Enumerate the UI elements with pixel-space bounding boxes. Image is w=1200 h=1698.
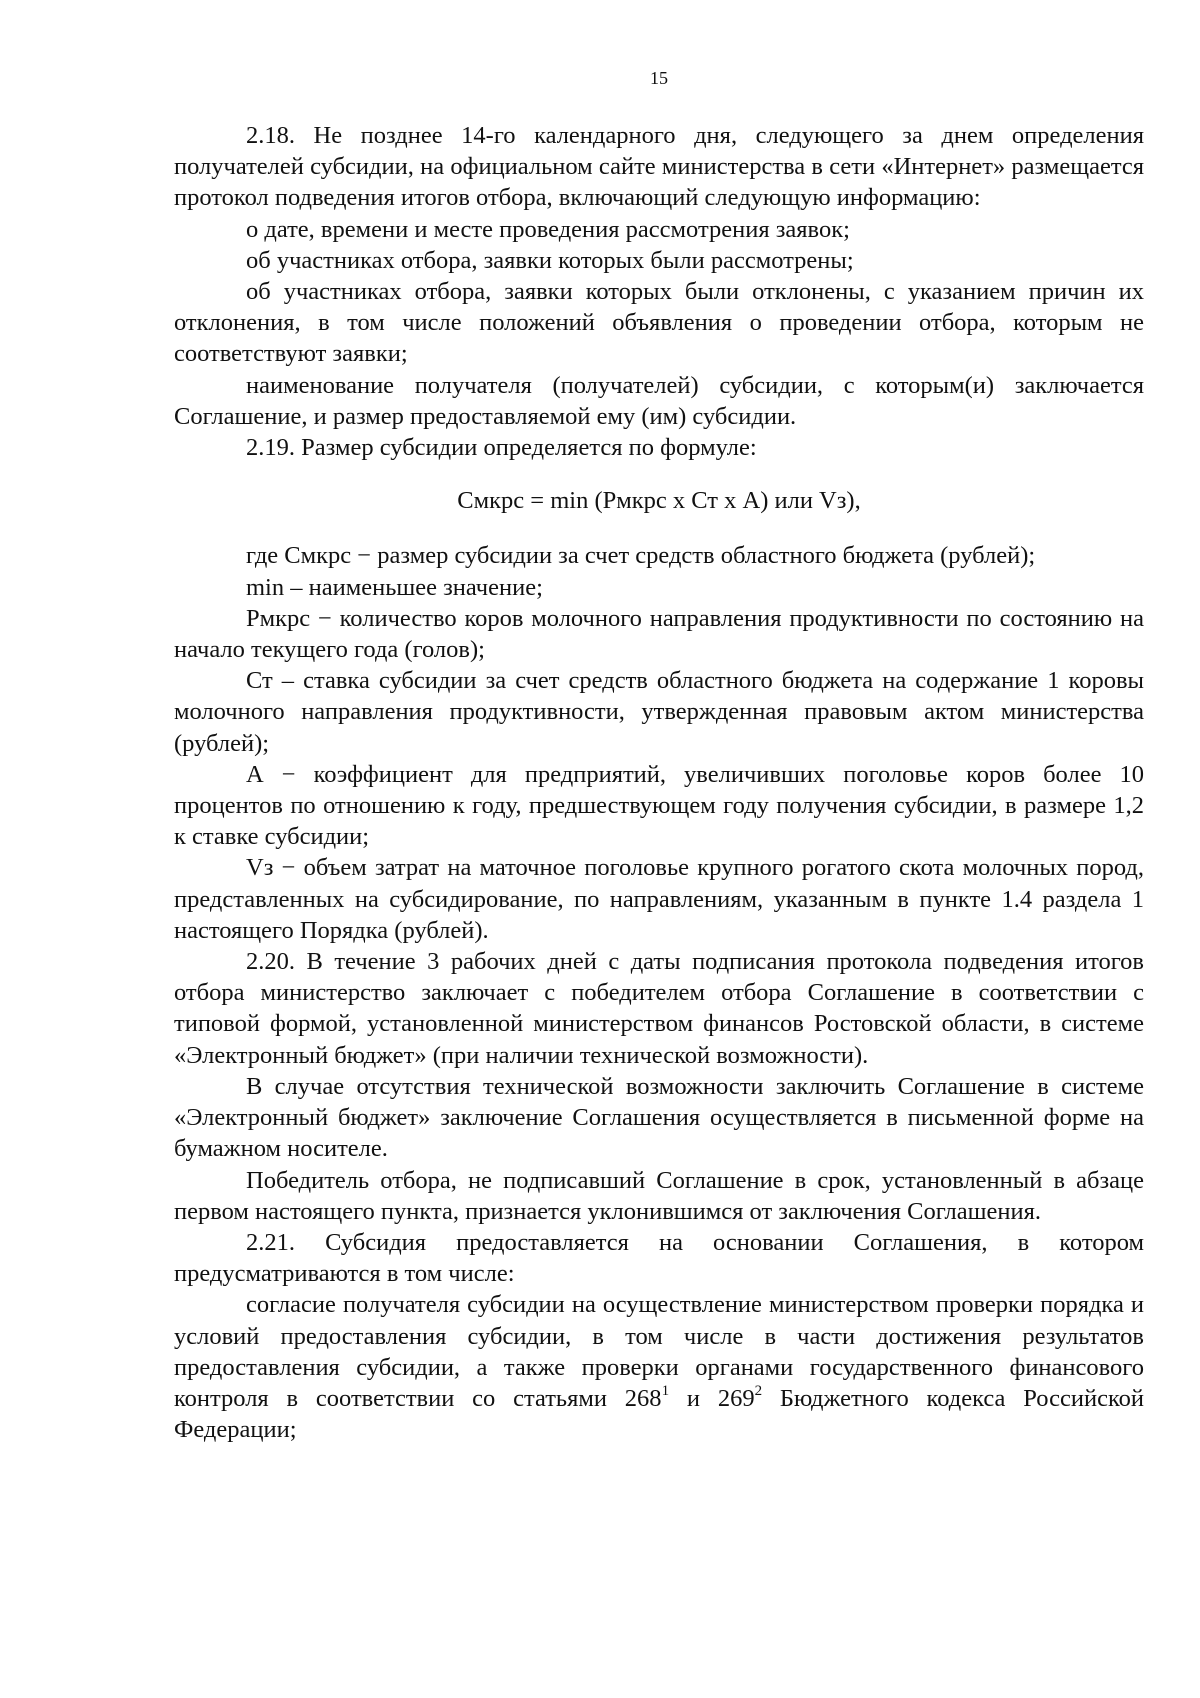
consent-text-part3: Бюджетного кодекса Российской Федерации; (174, 1384, 1144, 1444)
paragraph-2-21: 2.21. Субсидия предоставляется на основании Соглашения, в котором предусматриваются в том числе: (174, 1228, 1144, 1288)
article-superscript-2: 2 (754, 1382, 763, 1399)
paragraph-2-18: 2.18. Не позднее 14-го календарного дня, следующего за днем определения получателей субсидии, на официальном сайте министерства в сети «Интернет» размещается протокол подведения итогов отбора, включающий следующую информацию: (174, 122, 1144, 212)
consent-text-part1: согласие получателя субсидии на осуществление министерством проверки порядка и условий предоставления субсидии, в том числе в части достижения результатов предоставления субсидии, а также проверки органами государственного финансового контроля в соответствии со статьями 268 (174, 1291, 1144, 1412)
paragraph-item-considered: об участниках отбора, заявки которых были рассмотрены; (246, 246, 854, 274)
page-number: 15 (650, 68, 668, 88)
paragraph-2-20: 2.20. В течение 3 рабочих дней с даты подписания протокола подведения итогов отбора министерство заключает с победителем отбора Соглашение в соответствии с типовой формой, установленной министерством финансов Ростовской области, в системе «Электронный бюджет» (при наличии технической возможности). (174, 948, 1144, 1069)
paragraph-consent (174, 1289, 1144, 1445)
paragraph-def-smkrs: где Смкрс − размер субсидии за счет средств областного бюджета (рублей); (246, 542, 1036, 570)
paragraph-def-a: А − коэффициент для предприятий, увеличивших поголовье коров более 10 процентов по отношению к году, предшествующем году получения субсидии, в размере 1,2 к ставке субсидии; (174, 760, 1144, 851)
paragraph-item-rejected: об участниках отбора, заявки которых были отклонены, с указанием причин их отклонения, в том числе положений объявления о проведении отбора, которым не соответствуют заявки; (174, 278, 1144, 368)
consent-text-part2: и 269 (669, 1384, 755, 1412)
paragraph-def-st: Ст – ставка субсидии за счет средств областного бюджета на содержание 1 коровы молочного направления продуктивности, утвержденная правовым актом министерства (рублей); (174, 667, 1144, 757)
subsidy-formula: Смкрс = min (Рмкрс х Ст х А) или Vз), (457, 487, 861, 515)
paragraph-item-recipient: наименование получателя (получателей) субсидии, с которым(и) заключается Соглашение, и размер предоставляемой ему (им) субсидии. (174, 371, 1144, 430)
paragraph-def-rmkrs: Рмкрс − количество коров молочного направления продуктивности по состоянию на начало текущего года (голов); (174, 604, 1144, 664)
document-page (174, 68, 1144, 1445)
paragraph-def-vz: Vз − объем затрат на маточное поголовье крупного рогатого скота молочных пород, представленных на субсидирование, по направлениям, указанным в пункте 1.4 раздела 1 настоящего Порядка (рублей). (174, 854, 1144, 944)
paragraph-winner: Победитель отбора, не подписавший Соглашение в срок, установленный в абзаце первом настоящего пункта, признается уклонившимся от заключения Соглашения. (174, 1166, 1144, 1225)
paragraph-no-tech: В случае отсутствия технической возможности заключить Соглашение в системе «Электронный бюджет» заключение Соглашения осуществляется в письменной форме на бумажном носителе. (174, 1072, 1144, 1163)
paragraph-def-min: min – наименьшее значение; (246, 573, 543, 601)
article-superscript-1: 1 (661, 1382, 670, 1399)
paragraph-2-19: 2.19. Размер субсидии определяется по формуле: (246, 434, 757, 462)
paragraph-item-date: о дате, времени и месте проведения рассмотрения заявок; (246, 215, 850, 243)
